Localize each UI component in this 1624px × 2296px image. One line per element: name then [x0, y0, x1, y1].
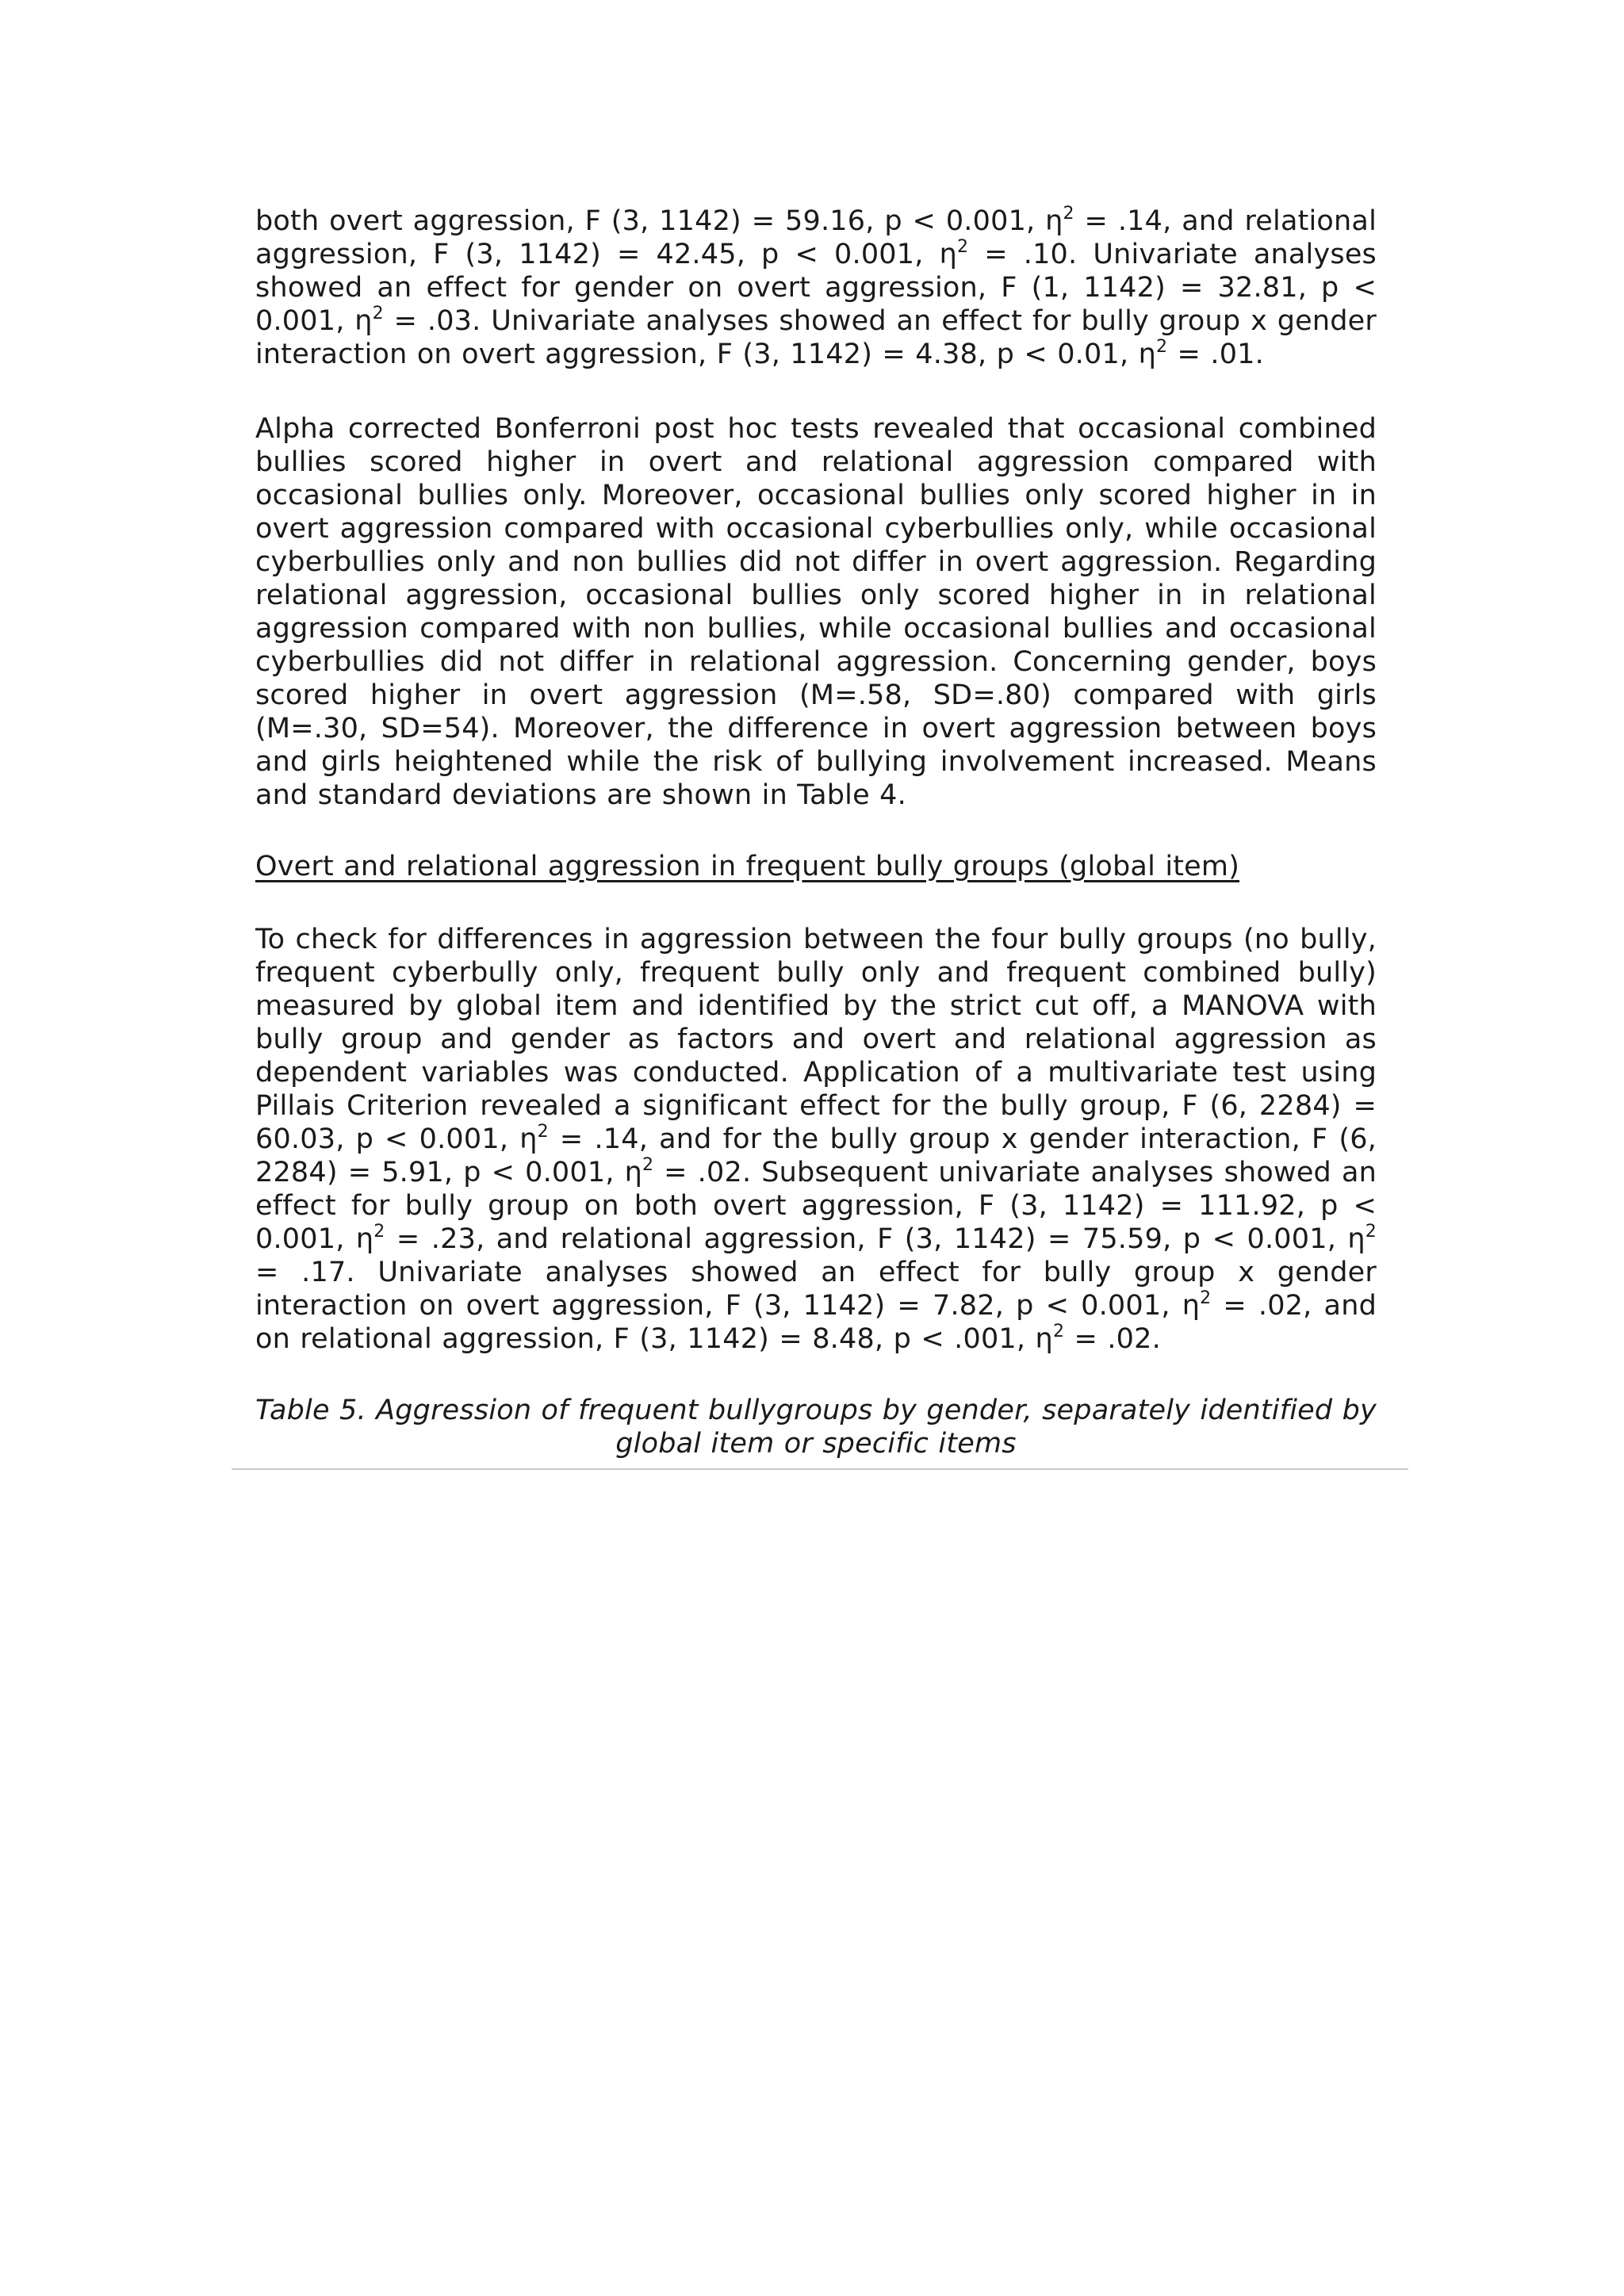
superscript-exponent: 2: [372, 304, 384, 323]
superscript-exponent: 2: [642, 1155, 654, 1175]
table-caption: Table 5. Aggression of frequent bullygroups by gender, separately identified by global item or specific items: [255, 1395, 1377, 1460]
paragraph-overt-relational-results: both overt aggression, F (3, 1142) = 59.16, p < 0.001, $\eta^2 = .14$, and relational aggression, F (3, 1142) = 42.45, p < 0.001, $\eta^2 = .10$. Univariate analyses showed an effect for gender on overt aggression, F (1, 1142) = 32.81, p < 0.001, $\eta^2 = .03$. Univariate analyses showed an effect for bully group x gender interaction on overt aggression, F (3, 1142) = 4.38, p < 0.01, $\eta^2 = .01$.: [255, 204, 1377, 370]
superscript-exponent: 2: [956, 237, 969, 257]
superscript-exponent: 2: [537, 1122, 549, 1142]
superscript-exponent: 2: [1365, 1222, 1377, 1242]
superscript-exponent: 2: [1063, 204, 1074, 224]
superscript-exponent: 2: [1155, 337, 1168, 357]
paragraph-manova-global-item: To check for differences in aggression between the four bully groups (no bully, frequent cyberbully only, frequent bully only and frequent combined bully) measured by global item and identified by the strict cut off, a MANOVA with bully group and gender as factors and overt and relational aggression as dependent variables was conducted. Application of a multivariate test using Pillais Criterion revealed a significant effect for the bully group, F (6, 2284) = 60.03, p < 0.001, $\eta^2 = .14$, and for the bully group x gender interaction, F (6, 2284) = 5.91, p < 0.001, $\eta^2 = .02$. Subsequent univariate analyses showed an effect for bully group on both overt aggression, F (3, 1142) = 111.92, p < 0.001, $\eta^2 = .23$, and relational aggression, F (3, 1142) = 75.59, p < 0.001, $\eta^2 = .17$. Univariate analyses showed an effect for bully group x gender interaction on overt aggression, F (3, 1142) = 7.82, p < 0.001, $\eta^2 = .02$, and on relational aggression, F (3, 1142) = 8.48, p < .001, $\eta^2 = .02$.: [255, 924, 1377, 1355]
superscript-exponent: 2: [1200, 1288, 1212, 1308]
superscript-exponent: 2: [1052, 1322, 1065, 1341]
table-top-rule: [232, 1468, 1408, 1470]
section-heading: Overt and relational aggression in frequent bully groups (global item): [255, 851, 1240, 882]
superscript-exponent: 2: [373, 1222, 385, 1242]
paragraph-post-hoc-tests: Alpha corrected Bonferroni post hoc tests revealed that occasional combined bullies scored higher in overt and relational aggression compared with occasional bullies only. Moreover, occasional bullies only scored higher in in overt aggression compared with occasional cyberbullies only, while occasional cyberbullies only and non bullies did not differ in overt aggression. Regarding relational aggression, occasional bullies only scored higher in in relational aggression compared with non bullies, while occasional bullies and occasional cyberbullies did not differ in relational aggression. Concerning gender, boys scored higher in overt aggression (M=.58, SD=.80) compared with girls (M=.30, SD=54). Moreover, the difference in overt aggression between boys and girls heightened while the risk of bullying involvement increased. Means and standard deviations are shown in Table 4.: [255, 413, 1377, 811]
